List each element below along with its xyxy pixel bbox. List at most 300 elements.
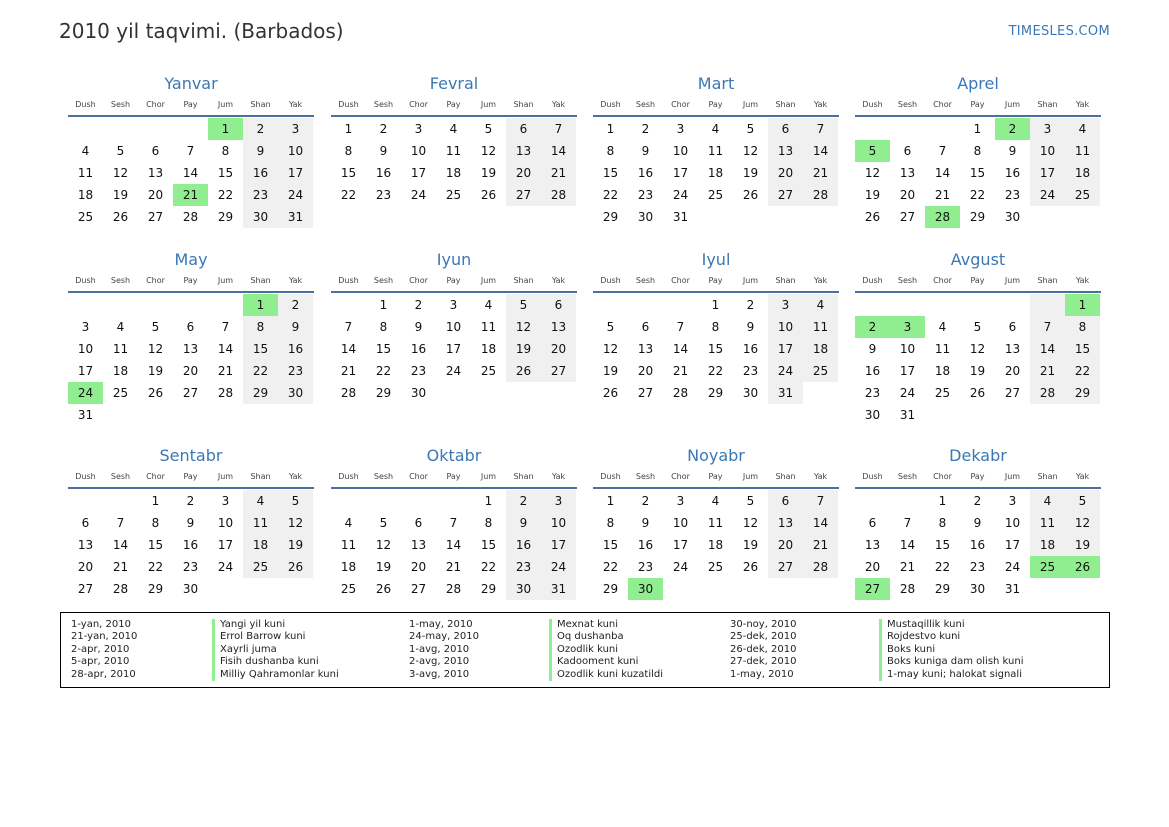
weekday-label: Chor <box>933 472 952 481</box>
day-cell: 11 <box>340 538 357 552</box>
weekday-label: Dush <box>600 472 621 481</box>
empty-cell <box>1030 294 1065 316</box>
legend-date: 2-apr, 2010 <box>71 643 130 655</box>
day-cell: 26 <box>112 210 129 224</box>
legend-holiday-name: Mexnat kuni <box>549 619 663 631</box>
day-cell: 29 <box>147 582 164 596</box>
day-cell: 23 <box>375 188 392 202</box>
legend-names-column <box>212 619 339 681</box>
day-cell: 29 <box>375 386 392 400</box>
day-cell: 5 <box>506 294 541 316</box>
empty-cell <box>890 118 925 140</box>
empty-cell <box>103 294 138 316</box>
day-cell: 12 <box>506 316 541 338</box>
weekday-header <box>331 469 577 489</box>
weekday-label: Jum <box>742 472 759 481</box>
day-cell: 6 <box>768 118 803 140</box>
day-cell: 5 <box>973 320 982 334</box>
weekday-label: Jum <box>217 100 234 109</box>
day-cell: 29 <box>1065 382 1100 404</box>
day-cell: 8 <box>938 516 947 530</box>
day-cell: 1 <box>344 122 353 136</box>
holiday-day: 3 <box>890 316 925 338</box>
day-cell: 18 <box>707 538 724 552</box>
day-cell: 31 <box>672 210 689 224</box>
legend-date: 5-apr, 2010 <box>71 656 130 668</box>
day-cell: 25 <box>480 364 497 378</box>
weekday-label: Jum <box>1004 100 1021 109</box>
month-fevral <box>331 73 577 206</box>
day-cell: 13 <box>1004 342 1021 356</box>
day-cell: 28 <box>803 556 838 578</box>
day-cell: 26 <box>147 386 164 400</box>
weekday-label: Jum <box>742 100 759 109</box>
day-cell: 8 <box>606 144 615 158</box>
weekday-label: Yak <box>288 276 303 285</box>
day-cell: 30 <box>637 210 654 224</box>
day-cell: 23 <box>969 560 986 574</box>
empty-cell <box>173 118 208 140</box>
day-cell: 7 <box>903 516 912 530</box>
day-grid <box>593 118 839 228</box>
day-cell: 10 <box>541 512 576 534</box>
day-cell: 22 <box>969 188 986 202</box>
day-cell: 7 <box>803 490 838 512</box>
day-cell: 8 <box>344 144 353 158</box>
day-cell: 7 <box>221 320 230 334</box>
day-cell: 13 <box>77 538 94 552</box>
day-cell: 13 <box>541 316 576 338</box>
month-name: May <box>174 250 208 269</box>
day-cell: 23 <box>1004 188 1021 202</box>
day-cell: 7 <box>803 118 838 140</box>
legend-holiday-name: Ozodlik kuni <box>549 644 663 656</box>
day-cell: 23 <box>182 560 199 574</box>
day-cell: 15 <box>1065 338 1100 360</box>
day-cell: 15 <box>480 538 497 552</box>
day-cell: 11 <box>1065 140 1100 162</box>
day-cell: 28 <box>182 210 199 224</box>
day-cell: 10 <box>445 320 462 334</box>
day-cell: 5 <box>484 122 493 136</box>
holiday-day: 28 <box>925 206 960 228</box>
day-cell: 29 <box>969 210 986 224</box>
day-cell: 22 <box>934 560 951 574</box>
day-cell: 30 <box>969 582 986 596</box>
day-cell: 4 <box>711 122 720 136</box>
day-cell: 6 <box>186 320 195 334</box>
weekday-header <box>68 273 314 293</box>
day-cell: 17 <box>278 162 313 184</box>
month-name: Sentabr <box>159 446 223 465</box>
day-cell: 19 <box>969 364 986 378</box>
day-cell: 29 <box>217 210 234 224</box>
weekday-label: Dush <box>862 276 883 285</box>
month-noyabr <box>593 445 839 600</box>
day-cell: 2 <box>641 122 650 136</box>
day-cell: 31 <box>77 408 94 422</box>
day-cell: 15 <box>934 538 951 552</box>
weekday-label: Shan <box>513 472 534 481</box>
weekday-label: Shan <box>513 276 534 285</box>
day-cell: 11 <box>934 342 951 356</box>
day-cell: 8 <box>606 516 615 530</box>
day-cell: 14 <box>803 512 838 534</box>
day-cell: 14 <box>340 342 357 356</box>
site-link[interactable]: TIMESLES.COM <box>1008 24 1110 39</box>
day-cell: 25 <box>77 210 94 224</box>
day-cell: 26 <box>506 360 541 382</box>
day-cell: 8 <box>484 516 493 530</box>
day-cell: 6 <box>641 320 650 334</box>
day-cell: 23 <box>506 556 541 578</box>
day-cell: 24 <box>278 184 313 206</box>
day-cell: 5 <box>1065 490 1100 512</box>
day-cell: 21 <box>445 560 462 574</box>
empty-cell <box>925 118 960 140</box>
day-cell: 4 <box>449 122 458 136</box>
weekday-label: Yak <box>551 472 566 481</box>
day-cell: 5 <box>151 320 160 334</box>
day-cell: 8 <box>973 144 982 158</box>
legend-holiday-name: Mustaqillik kuni <box>879 619 1023 631</box>
day-cell: 20 <box>410 560 427 574</box>
day-cell: 3 <box>768 294 803 316</box>
day-cell: 5 <box>278 490 313 512</box>
holiday-day: 21 <box>173 184 208 206</box>
day-cell: 10 <box>1004 516 1021 530</box>
day-cell: 14 <box>934 166 951 180</box>
day-cell: 2 <box>278 294 313 316</box>
day-cell: 31 <box>768 382 803 404</box>
weekday-label: Yak <box>551 100 566 109</box>
month-name: Iyul <box>701 250 731 269</box>
holiday-day: 27 <box>855 578 890 600</box>
day-cell: 9 <box>973 516 982 530</box>
day-cell: 19 <box>1065 534 1100 556</box>
legend-holiday-name: Fisih dushanba kuni <box>212 656 339 668</box>
day-cell: 23 <box>278 360 313 382</box>
month-dekabr <box>855 445 1101 600</box>
day-cell: 9 <box>641 144 650 158</box>
day-cell: 22 <box>217 188 234 202</box>
day-cell: 16 <box>182 538 199 552</box>
legend-date: 1-may, 2010 <box>730 668 794 680</box>
empty-cell <box>593 294 628 316</box>
weekday-label: Shan <box>250 100 271 109</box>
day-grid <box>68 490 314 600</box>
day-cell: 8 <box>151 516 160 530</box>
legend-date: 2-avg, 2010 <box>409 656 470 668</box>
day-cell: 18 <box>340 560 357 574</box>
day-cell: 17 <box>1030 162 1065 184</box>
day-cell: 18 <box>934 364 951 378</box>
day-cell: 25 <box>340 582 357 596</box>
day-cell: 26 <box>480 188 497 202</box>
day-cell: 28 <box>445 582 462 596</box>
legend-date: 1-yan, 2010 <box>71 619 131 630</box>
day-cell: 5 <box>116 144 125 158</box>
legend-date: 3-avg, 2010 <box>409 668 470 680</box>
month-avgust <box>855 249 1101 426</box>
day-cell: 24 <box>672 188 689 202</box>
day-cell: 28 <box>340 386 357 400</box>
day-cell: 3 <box>81 320 90 334</box>
weekday-label: Sesh <box>373 276 394 285</box>
weekday-label: Jum <box>217 472 234 481</box>
weekday-label: Pay <box>708 472 723 481</box>
empty-cell <box>68 294 103 316</box>
day-cell: 12 <box>742 144 759 158</box>
weekday-label: Yak <box>1075 472 1090 481</box>
day-cell: 9 <box>506 512 541 534</box>
day-cell: 17 <box>899 364 916 378</box>
day-cell: 13 <box>768 512 803 534</box>
day-cell: 7 <box>116 516 125 530</box>
day-cell: 4 <box>116 320 125 334</box>
day-cell: 10 <box>410 144 427 158</box>
weekday-label: Pay <box>446 100 461 109</box>
day-cell: 20 <box>899 188 916 202</box>
day-grid <box>331 294 577 404</box>
legend-holiday-name: 1-may kuni; halokat signali <box>879 669 1023 681</box>
day-cell: 21 <box>934 188 951 202</box>
day-cell: 15 <box>147 538 164 552</box>
holiday-day: 1 <box>208 118 243 140</box>
weekday-label: Sesh <box>373 100 394 109</box>
weekday-label: Pay <box>708 100 723 109</box>
day-cell: 6 <box>903 144 912 158</box>
day-cell: 3 <box>676 494 685 508</box>
weekday-label: Sesh <box>110 472 131 481</box>
weekday-label: Sesh <box>635 276 656 285</box>
empty-cell <box>173 294 208 316</box>
month-mart <box>593 73 839 228</box>
day-cell: 23 <box>864 386 881 400</box>
day-cell: 12 <box>742 516 759 530</box>
day-cell: 24 <box>899 386 916 400</box>
legend-date: 25-dek, 2010 <box>730 631 797 643</box>
empty-cell <box>855 294 890 316</box>
day-cell: 21 <box>541 162 576 184</box>
day-cell: 21 <box>217 364 234 378</box>
day-cell: 17 <box>410 166 427 180</box>
holiday-day: 5 <box>855 140 890 162</box>
day-cell: 8 <box>221 144 230 158</box>
day-cell: 30 <box>864 408 881 422</box>
weekday-label: Jum <box>1004 472 1021 481</box>
day-cell: 21 <box>112 560 129 574</box>
weekday-label: Pay <box>183 472 198 481</box>
day-cell: 24 <box>217 560 234 574</box>
day-cell: 12 <box>480 144 497 158</box>
day-cell: 23 <box>637 188 654 202</box>
day-cell: 12 <box>602 342 619 356</box>
day-cell: 4 <box>711 494 720 508</box>
day-cell: 14 <box>445 538 462 552</box>
day-cell: 21 <box>803 534 838 556</box>
day-cell: 25 <box>803 360 838 382</box>
weekday-label: Pay <box>446 472 461 481</box>
day-cell: 15 <box>707 342 724 356</box>
day-cell: 18 <box>112 364 129 378</box>
day-cell: 25 <box>934 386 951 400</box>
empty-cell <box>366 490 401 512</box>
weekday-label: Sesh <box>897 100 918 109</box>
day-cell: 27 <box>506 184 541 206</box>
day-cell: 29 <box>602 210 619 224</box>
weekday-label: Dush <box>338 100 359 109</box>
legend-date: 27-dek, 2010 <box>730 656 797 668</box>
day-grid <box>855 118 1101 228</box>
day-cell: 4 <box>344 516 353 530</box>
day-cell: 17 <box>77 364 94 378</box>
day-cell: 25 <box>707 188 724 202</box>
legend-date: 24-may, 2010 <box>409 631 479 643</box>
weekday-label: Dush <box>75 100 96 109</box>
day-cell: 7 <box>676 320 685 334</box>
day-cell: 3 <box>449 298 458 312</box>
weekday-label: Shan <box>250 472 271 481</box>
weekday-label: Dush <box>338 276 359 285</box>
day-cell: 6 <box>868 516 877 530</box>
day-cell: 11 <box>243 512 278 534</box>
day-cell: 30 <box>278 382 313 404</box>
weekday-label: Shan <box>250 276 271 285</box>
day-cell: 18 <box>803 338 838 360</box>
empty-cell <box>331 490 366 512</box>
holiday-day: 1 <box>1065 294 1100 316</box>
weekday-label: Chor <box>933 276 952 285</box>
weekday-label: Chor <box>146 472 165 481</box>
day-cell: 29 <box>602 582 619 596</box>
holiday-day: 26 <box>1065 556 1100 578</box>
day-cell: 3 <box>1008 494 1017 508</box>
day-cell: 13 <box>506 140 541 162</box>
weekday-header <box>331 97 577 117</box>
weekday-label: Sesh <box>110 276 131 285</box>
day-cell: 18 <box>243 534 278 556</box>
empty-cell <box>960 294 995 316</box>
day-cell: 9 <box>746 320 755 334</box>
day-cell: 8 <box>379 320 388 334</box>
weekday-label: Pay <box>446 276 461 285</box>
day-cell: 9 <box>278 316 313 338</box>
month-name: Yanvar <box>164 74 218 93</box>
day-grid <box>855 294 1101 426</box>
weekday-label: Chor <box>409 100 428 109</box>
day-cell: 11 <box>1030 512 1065 534</box>
day-cell: 27 <box>1004 386 1021 400</box>
day-cell: 22 <box>707 364 724 378</box>
weekday-label: Dush <box>75 276 96 285</box>
weekday-label: Pay <box>708 276 723 285</box>
legend-dates-column <box>730 619 797 681</box>
day-grid <box>331 490 577 600</box>
month-iyul <box>593 249 839 404</box>
legend-holiday-name: Boks kuniga dam olish kuni <box>879 656 1023 668</box>
empty-cell <box>68 490 103 512</box>
holiday-day: 24 <box>68 382 103 404</box>
empty-cell <box>103 490 138 512</box>
weekday-label: Chor <box>146 276 165 285</box>
day-cell: 3 <box>414 122 423 136</box>
day-cell: 10 <box>768 316 803 338</box>
day-cell: 4 <box>1065 118 1100 140</box>
day-cell: 9 <box>641 516 650 530</box>
empty-cell <box>628 294 663 316</box>
day-cell: 14 <box>1030 338 1065 360</box>
weekday-label: Shan <box>775 100 796 109</box>
day-cell: 17 <box>445 342 462 356</box>
day-cell: 26 <box>742 560 759 574</box>
weekday-label: Pay <box>183 276 198 285</box>
day-cell: 10 <box>899 342 916 356</box>
day-cell: 2 <box>414 298 423 312</box>
day-cell: 30 <box>182 582 199 596</box>
weekday-label: Yak <box>1075 100 1090 109</box>
day-cell: 13 <box>768 140 803 162</box>
day-cell: 1 <box>379 298 388 312</box>
legend-names-column <box>879 619 1023 681</box>
day-cell: 14 <box>672 342 689 356</box>
day-cell: 19 <box>742 538 759 552</box>
day-cell: 6 <box>541 294 576 316</box>
day-cell: 19 <box>506 338 541 360</box>
day-cell: 6 <box>81 516 90 530</box>
month-name: Oktabr <box>426 446 482 465</box>
day-cell: 16 <box>375 166 392 180</box>
day-cell: 10 <box>217 516 234 530</box>
page-title: 2010 yil taqvimi. (Barbados) <box>59 19 344 43</box>
month-may <box>68 249 314 426</box>
day-cell: 29 <box>707 386 724 400</box>
day-cell: 12 <box>864 166 881 180</box>
month-aprel <box>855 73 1101 228</box>
day-cell: 2 <box>973 494 982 508</box>
day-cell: 28 <box>899 582 916 596</box>
day-cell: 20 <box>77 560 94 574</box>
day-cell: 1 <box>938 494 947 508</box>
day-cell: 10 <box>1030 140 1065 162</box>
day-cell: 15 <box>969 166 986 180</box>
day-cell: 19 <box>375 560 392 574</box>
empty-cell <box>855 490 890 512</box>
day-cell: 18 <box>707 166 724 180</box>
day-cell: 31 <box>541 578 576 600</box>
day-cell: 18 <box>480 342 497 356</box>
day-cell: 1 <box>973 122 982 136</box>
day-cell: 26 <box>602 386 619 400</box>
day-cell: 26 <box>864 210 881 224</box>
day-cell: 19 <box>112 188 129 202</box>
day-cell: 2 <box>186 494 195 508</box>
day-cell: 19 <box>864 188 881 202</box>
day-cell: 9 <box>868 342 877 356</box>
legend-date: 21-yan, 2010 <box>71 631 138 643</box>
legend-holiday-name: Kadooment kuni <box>549 656 663 668</box>
weekday-label: Jum <box>217 276 234 285</box>
day-cell: 12 <box>278 512 313 534</box>
day-cell: 29 <box>934 582 951 596</box>
weekday-label: Shan <box>775 276 796 285</box>
day-cell: 24 <box>1004 560 1021 574</box>
month-name: Aprel <box>957 74 999 93</box>
weekday-label: Dush <box>600 100 621 109</box>
day-cell: 10 <box>278 140 313 162</box>
month-name: Dekabr <box>949 446 1007 465</box>
day-cell: 27 <box>899 210 916 224</box>
